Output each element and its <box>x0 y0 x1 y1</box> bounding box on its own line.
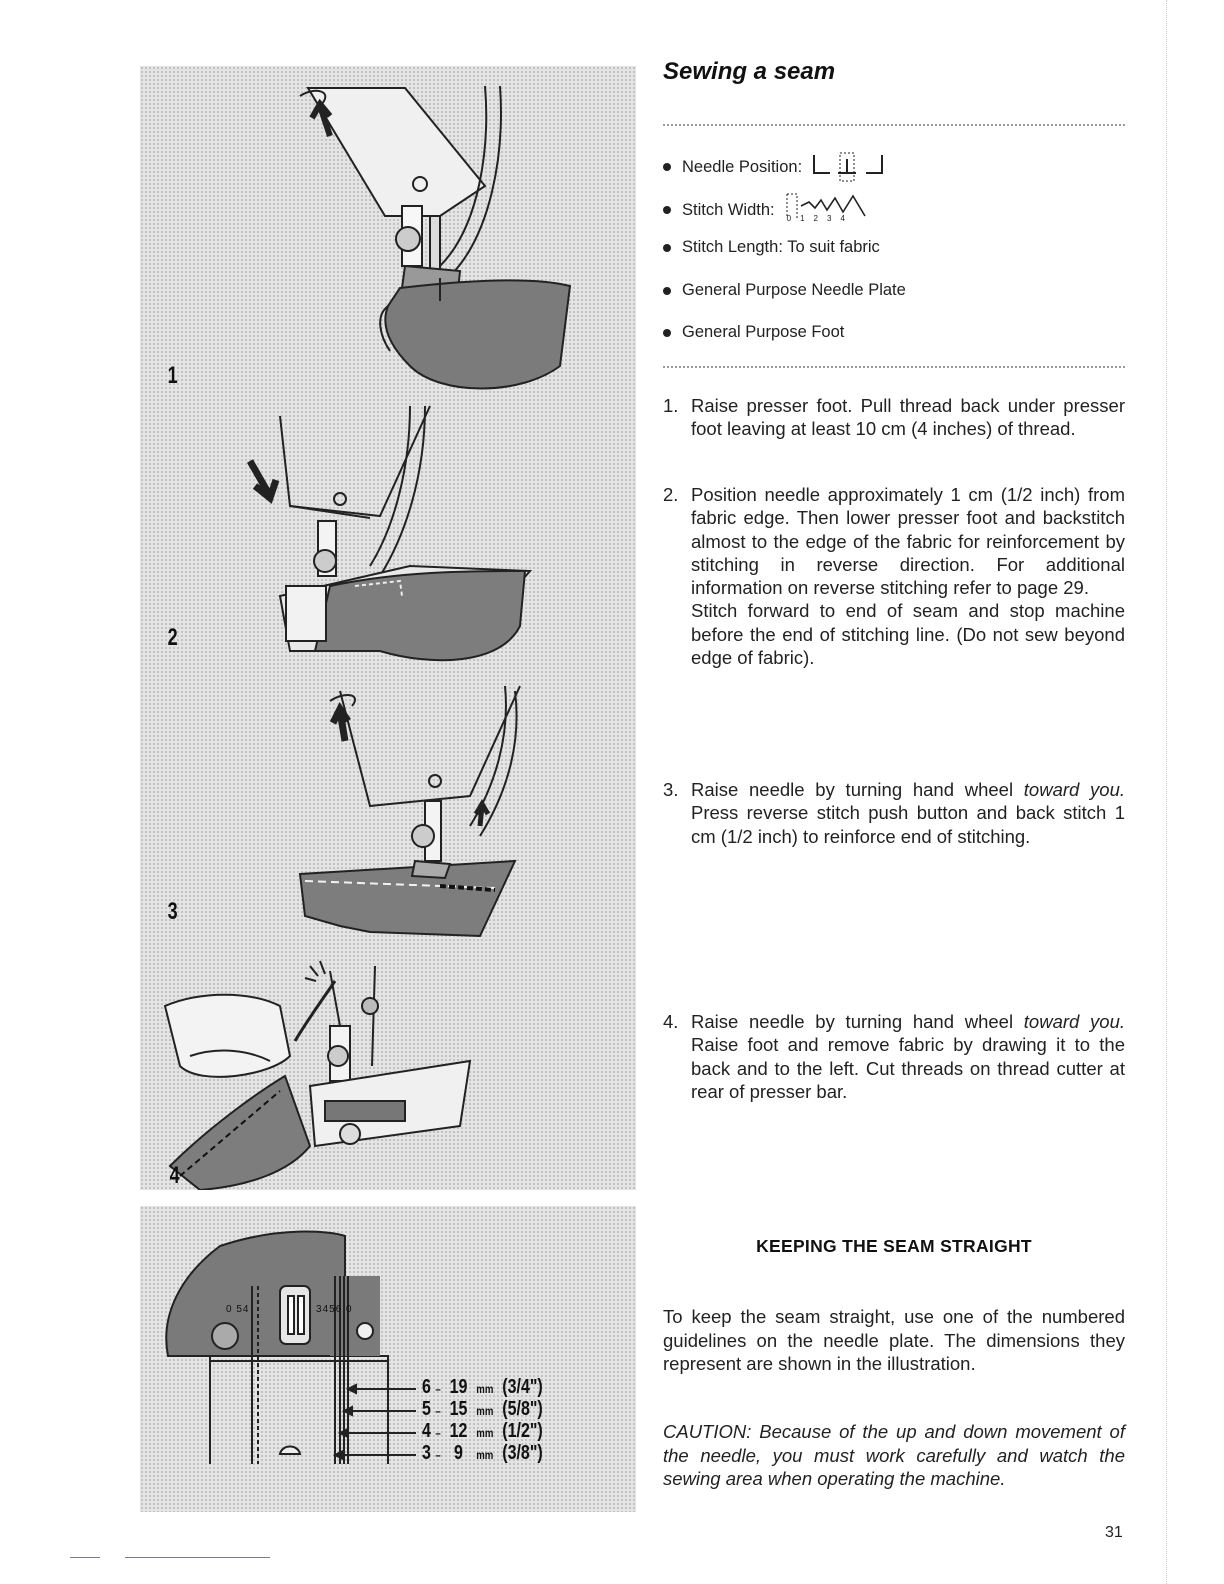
section-heading: KEEPING THE SEAM STRAIGHT <box>756 1236 1032 1256</box>
setting-stitch-length <box>663 238 880 257</box>
step-3 <box>663 778 1125 848</box>
guideline-4-label: 4 – 12 mm (1/2") <box>422 1420 543 1442</box>
figure-3-drawing <box>300 686 520 936</box>
plate-mark-right: 3456 0 <box>316 1304 353 1315</box>
bullet-icon <box>663 206 671 214</box>
setting-label: General Purpose Needle Plate <box>682 281 906 299</box>
guideline-3-label: 3 – 9 mm (3/8") <box>422 1442 543 1464</box>
step-text: Position needle approximately 1 cm (1/2 inch) from fabric edge. Then lower presser foot and backstitch almost to the edge of the fabric for reinforcement by stitching in reverse direction. For additional information on reverse stitching refer to page 29. <box>691 484 1125 599</box>
setting-label: Stitch Width: <box>682 200 775 219</box>
illustration-drawing <box>140 66 636 1190</box>
bullet-icon <box>663 163 671 171</box>
needle-plate-guidelines-illustration <box>140 1206 636 1512</box>
step-text-continued: Stitch forward to end of seam and stop machine before the end of stitching line. (Do not sew beyond edge of fabric). <box>691 600 1125 669</box>
step-1 <box>663 394 1125 441</box>
footer-line-left <box>70 1557 100 1558</box>
step-text: Raise presser foot. Pull thread back under presser foot leaving at least 10 cm (4 inches) of thread. <box>691 395 1125 440</box>
figure-1-drawing <box>300 86 570 389</box>
sewing-steps-illustration <box>140 66 636 1190</box>
page-margin-line <box>1166 0 1167 1584</box>
top-divider <box>663 124 1125 126</box>
guideline-5-label: 5 – 15 mm (5/8") <box>422 1398 543 1420</box>
figure-number-3: 3 <box>167 898 178 925</box>
step-number: 2. <box>663 484 679 505</box>
footer-line-right <box>125 1557 270 1558</box>
bullet-icon <box>663 244 671 252</box>
caution-text: CAUTION: Because of the up and down movement of the needle, you must work carefully and watch the sewing area when operating the machine. <box>663 1421 1125 1489</box>
step-number: 4. <box>663 1011 679 1032</box>
plate-mark-left: 0 54 <box>226 1304 250 1315</box>
page-title: Sewing a seam <box>663 58 836 85</box>
step-number: 3. <box>663 779 679 800</box>
section-body: To keep the seam straight, use one of the numbered guidelines on the needle plate. The dimensions they represent are shown in the illustration. <box>663 1306 1125 1374</box>
step-number: 1. <box>663 395 679 416</box>
step-text: Raise needle by turning hand wheel toward you. Press reverse stitch push button and back stitch 1 cm (1/2 inch) to reinforce end of stitching. <box>691 779 1125 847</box>
setting-needle-position <box>663 151 888 183</box>
bullet-icon <box>663 329 671 337</box>
step-text: Raise needle by turning hand wheel toward you. Raise foot and remove fabric by drawing it to the back and to the left. Cut threads on thread cutter at rear of presser bar. <box>691 1011 1125 1102</box>
step-4 <box>663 1010 1125 1103</box>
setting-label: Needle Position: <box>682 157 803 176</box>
stitch-width-scale: 01234 <box>786 214 854 223</box>
figure-4-drawing <box>165 961 470 1190</box>
needle-position-icon <box>810 151 888 183</box>
figure-number-2: 2 <box>167 624 178 651</box>
figure-2-drawing <box>250 406 530 660</box>
setting-label: General Purpose Foot <box>682 323 845 341</box>
bottom-divider <box>663 366 1125 368</box>
figure-number-1: 1 <box>167 362 178 389</box>
needle-plate-drawing <box>140 1206 636 1512</box>
setting-needle-plate <box>663 281 906 300</box>
stitch-width-icon <box>783 192 893 228</box>
page-number: 31 <box>1105 1524 1123 1541</box>
guideline-6-label: 6 – 19 mm (3/4") <box>422 1376 543 1398</box>
step-2 <box>663 483 1125 669</box>
setting-foot <box>663 323 844 342</box>
figure-number-4: 4 <box>169 1162 180 1189</box>
setting-label: Stitch Length: To suit fabric <box>682 238 880 256</box>
bullet-icon <box>663 287 671 295</box>
setting-stitch-width <box>663 192 893 228</box>
